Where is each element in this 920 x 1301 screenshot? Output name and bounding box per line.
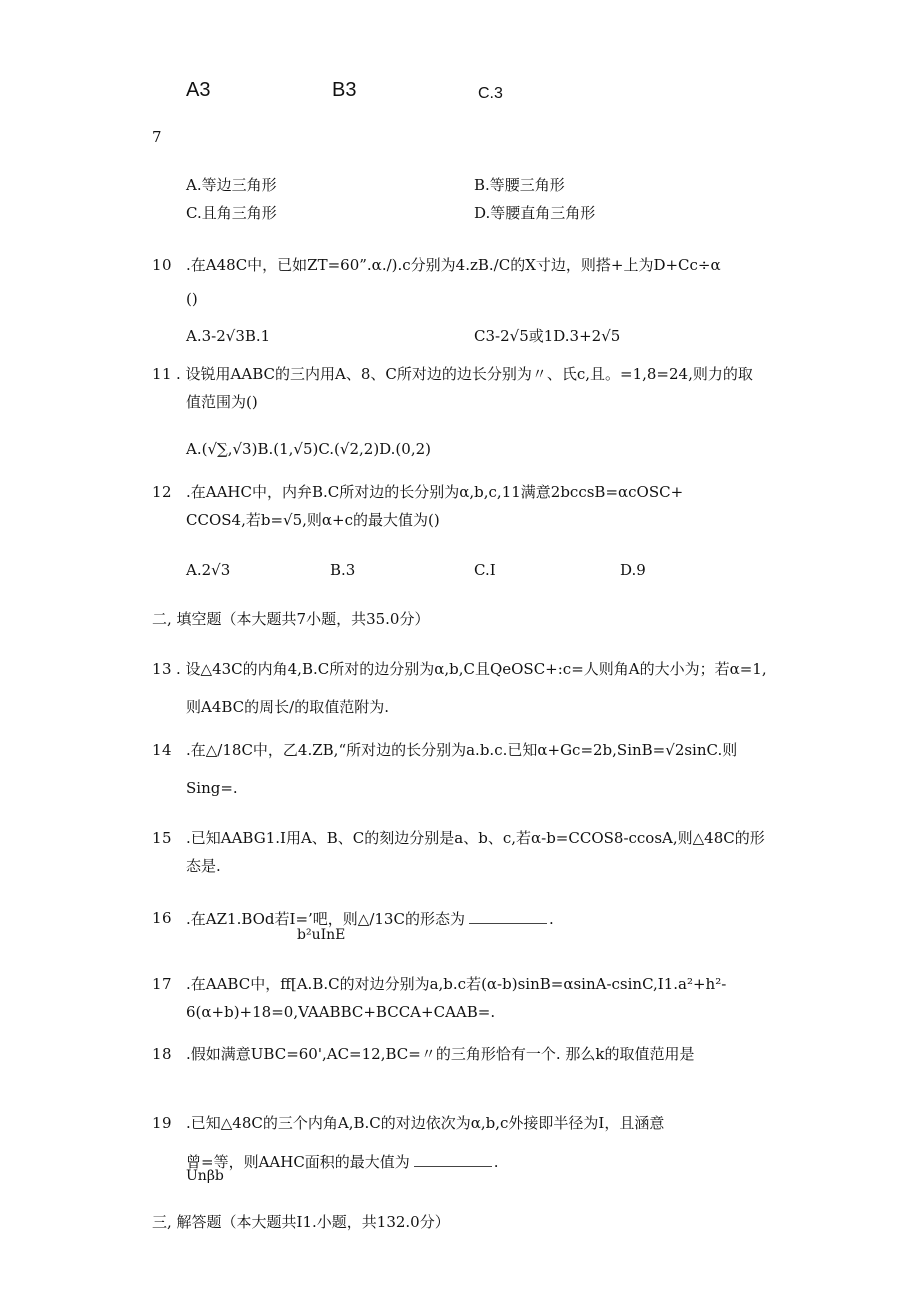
question-text: .假如满意UBC=60',AC=12,BC=〃的三角形恰有一个. 那么k的取值范用是 [186,1045,695,1063]
question-text-main: .在AZ1.BOd若I=’吧，则△/13C的形态为 [186,910,465,928]
question-number: 19 [152,1114,173,1132]
question-number: 18 [152,1045,173,1063]
question-number: 7 [152,128,162,146]
question-number: 17 [152,975,173,993]
question-text-cont: Sing=. [186,779,238,797]
question-text-cont: 态是. [186,857,221,875]
question-number: 14 [152,741,173,759]
question-text [186,909,554,928]
question-text-cont: 值范围为() [186,393,258,411]
section-heading: 二, 填空题（本大题共7小题，共35.0分） [152,610,430,628]
question-text: .在AAHC中，内弁B.C所对边的长分别为α,b,c,11满意2bccsB=αcOSC+ [186,483,684,501]
section-heading: 三, 解答题（本大题共I1.小题，共132.0分） [152,1213,450,1231]
option-d: D.9 [620,561,646,579]
question-number: 13 [152,660,173,678]
question-text-cont [186,1152,499,1171]
answer-blank [414,1152,492,1167]
question-text: . 设△43C的内角4,B.C所对的边分别为α,b,C且QeOSC+:c=人则角A的大小为；若α=1, [176,660,767,678]
option-c: C.I [474,561,496,579]
question-text-main: 曾=等，则AAHC面积的最大值为 [186,1153,410,1171]
formula-subscript: Unβb [186,1168,224,1184]
question-number: 16 [152,909,173,927]
question-text-cont: 则A4BC的周长/的取值范附为. [186,698,389,716]
options-line: A.(√∑,√3)B.(1,√5)C.(√2,2)D.(0,2) [186,440,431,458]
question-text: .在A48C中，已如ZT=60”.α./).c分别为4.zB./C的X寸边，则搭+上为D+Cc÷α [186,256,721,274]
question-text-cont: () [186,290,198,308]
options-line: C3-2√5或1D.3+2√5 [474,327,621,345]
choice-a-text: A3 [186,79,211,101]
question-number: 10 [152,256,173,274]
question-text: .在AABC中，ff[A.B.C的对边分别为a,b.c若(α-b)sinB=αsinA-csinC,I1.a²+h²- [186,975,727,993]
question-text: . 设锐用AABC的三内用A、8、C所对边的边长分别为〃、氏c,且。=1,8=24,则力的取 [176,365,753,383]
question-text-end: . [493,1153,499,1171]
option-b: B.3 [330,561,356,579]
option-a: A.等边三角形 [186,176,277,194]
option-c: C.且角三角形 [186,204,277,222]
question-number: 12 [152,483,173,501]
question-text: .已知△48C的三个内角A,B.C的对边依次为α,b,c外接即半径为I，且涵意 [186,1114,665,1132]
question-text-cont: 6(α+b)+18=0,VAABBC+BCCA+CAAB=. [186,1003,496,1021]
question-text-cont: CCOS4,若b=√5,则α+c的最大值为() [186,511,440,529]
question-text-end: . [548,910,554,928]
formula-subscript: b²uInE [297,927,346,943]
choice-b-text: B3 [332,79,357,101]
question-number: 15 [152,829,173,847]
question-text: .已知AABG1.I用A、B、C的刻边分别是a、b、c,若α-b=CCOS8-ccosA,则△48C的形 [186,829,765,847]
option-a: A.2√3 [186,561,231,579]
options-line: A.3-2√3B.1 [186,327,271,345]
question-number: 11 [152,365,173,383]
answer-blank [469,909,547,924]
option-d: D.等腰直角三角形 [474,204,596,222]
option-b: B.等腰三角形 [474,176,565,194]
question-text: .在△/18C中，乙4.ZB,“所对边的长分别为a.b.c.已知α+Gc=2b,SinB=√2sinC.则 [186,741,738,759]
choice-c-text: C.3 [478,85,503,102]
